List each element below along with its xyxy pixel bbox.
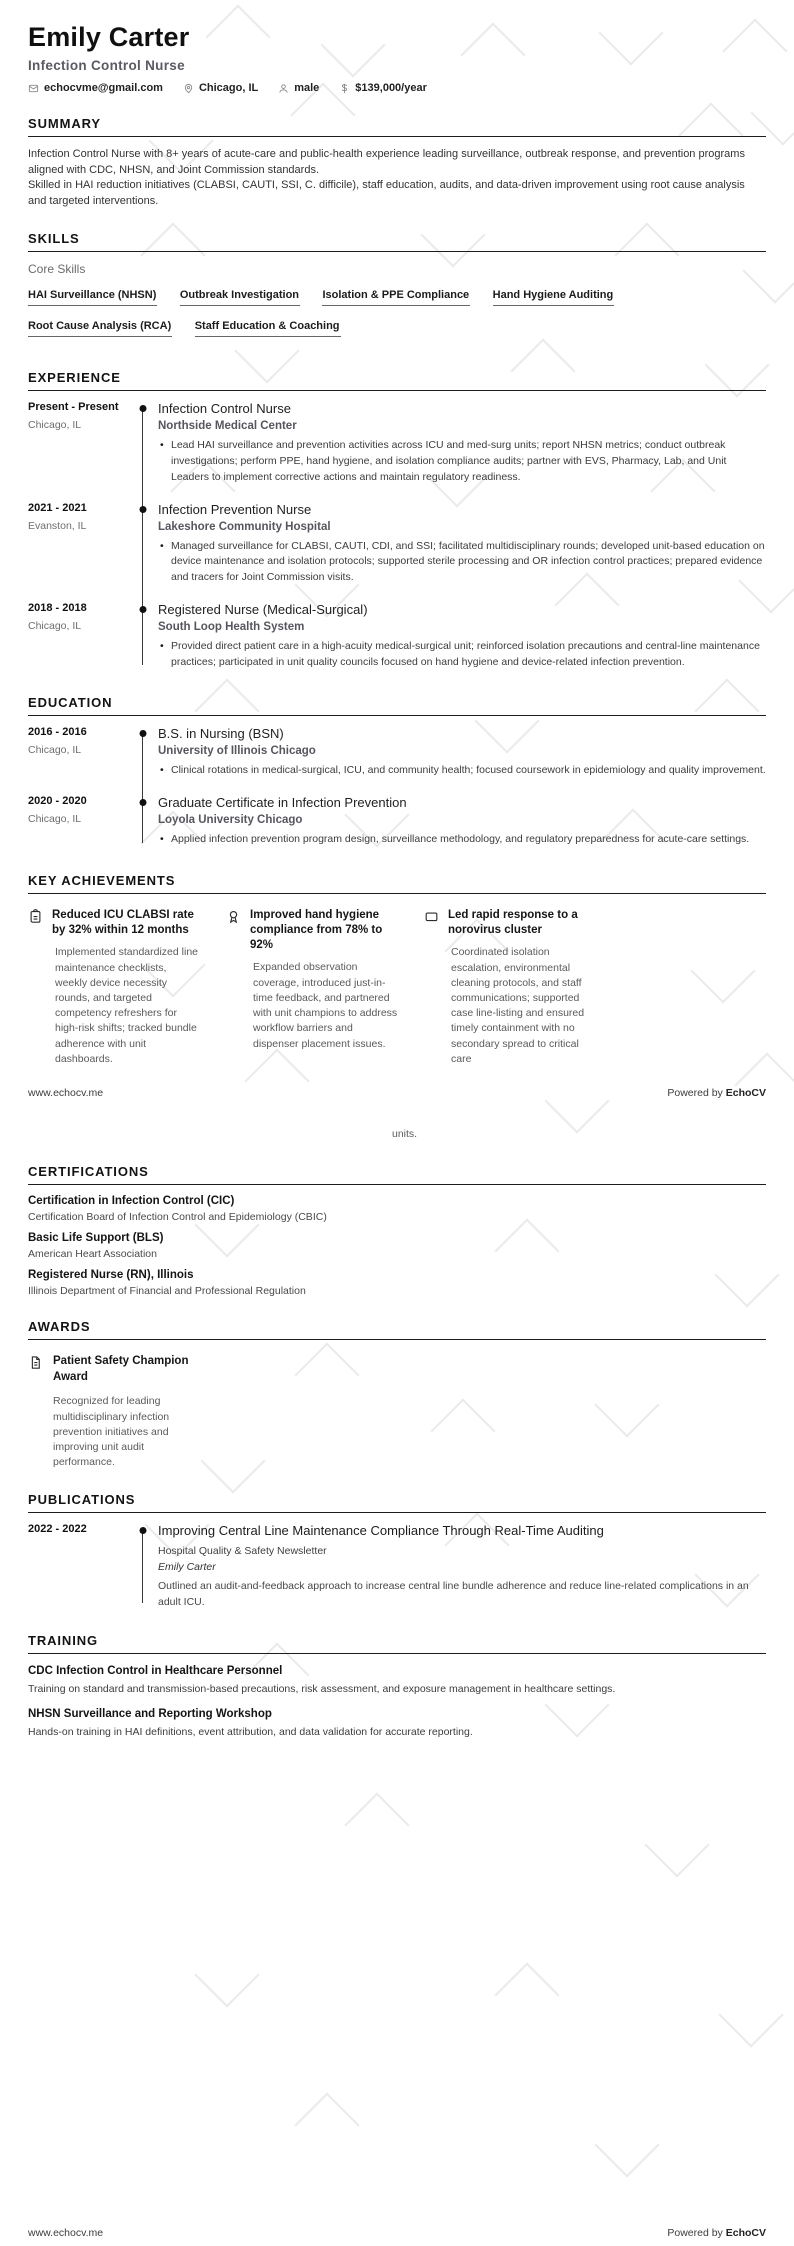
footer-site-link[interactable]: www.echocv.me — [28, 2227, 104, 2239]
training-description: Hands-on training in HAI definitions, event attribution, and data validation for accurate reporting. — [28, 1725, 473, 1738]
card-icon — [424, 908, 439, 929]
contact-location — [183, 82, 258, 94]
footer-powered-by[interactable] — [667, 1087, 766, 1099]
publications-heading: PUBLICATIONS — [28, 1492, 766, 1513]
skill-tag: Outbreak Investigation — [180, 290, 300, 306]
certification-issuer: Certification Board of Infection Control and Epidemiology (CBIC) — [28, 1211, 327, 1224]
contact-salary — [339, 82, 427, 94]
certification-item — [28, 1195, 766, 1223]
certification-issuer: American Heart Association — [28, 1248, 157, 1261]
achievement-head — [28, 908, 200, 938]
entry-bullets — [158, 832, 766, 848]
contact-gender-text: male — [294, 82, 320, 94]
skills-tag-list — [28, 286, 766, 348]
award-body — [53, 1354, 221, 1470]
publication-description: Outlined an audit-and-feedback approach to increase central line bundle adherence and reduce line-related complications in an adult ICU. — [158, 1580, 749, 1609]
dollar-icon — [339, 83, 350, 94]
contact-email[interactable] — [28, 82, 163, 94]
entry-dates: 2022 - 2022 — [28, 1523, 87, 1536]
footer-brand: EchoCV — [725, 1087, 766, 1100]
certification-title: Basic Life Support (BLS) — [28, 1232, 164, 1245]
skills-group-label: Core Skills — [28, 262, 86, 277]
experience-timeline — [28, 401, 766, 673]
skill-tag: HAI Surveillance (NHSN) — [28, 290, 157, 306]
entry-bullets — [158, 438, 766, 485]
timeline-dot — [140, 730, 147, 737]
publication-venue: Hospital Quality & Safety Newsletter — [158, 1545, 327, 1558]
resume-header — [28, 22, 766, 94]
footer-site-link[interactable]: www.echocv.me — [28, 1087, 104, 1100]
institution-name: University of Illinois Chicago — [158, 745, 316, 758]
awards-heading: AWARDS — [28, 1319, 766, 1340]
candidate-job-title: Infection Control Nurse — [28, 58, 185, 73]
footer-brand: EchoCV — [725, 2227, 766, 2239]
timeline-gutter — [128, 401, 158, 488]
entry-location: Evanston, IL — [28, 519, 87, 532]
certification-issuer: Illinois Department of Financial and Professional Regulation — [28, 1285, 306, 1298]
chevron-watermark-icon — [194, 1942, 259, 2007]
certification-title: Certification in Infection Control (CIC) — [28, 1195, 235, 1208]
entry-dates: 2016 - 2016 — [28, 726, 87, 739]
entry-date-block — [28, 726, 128, 782]
certifications-heading: CERTIFICATIONS — [28, 1164, 766, 1185]
page-footer — [28, 2227, 766, 2239]
entry-dates: 2020 - 2020 — [28, 795, 87, 808]
footer-powered-by[interactable] — [667, 2227, 766, 2239]
training-heading: TRAINING — [28, 1633, 766, 1654]
timeline-dot — [140, 405, 147, 412]
skill-tag: Isolation & PPE Compliance — [322, 290, 470, 306]
training-item — [28, 1665, 766, 1697]
entry-body — [158, 795, 766, 851]
achievement-item — [226, 908, 398, 1067]
entry-dates: Present - Present — [28, 401, 119, 414]
certificate-icon — [28, 1354, 43, 1470]
bullet-item: • Provided direct patient care in a high-acuity medical-surgical unit; reinforced isolation precautions and central-line maintenance practices; participated in unit quality councils focused on hand hygiene and device-related infection prevention. — [158, 639, 766, 671]
certification-item — [28, 1269, 766, 1297]
timeline-dot — [140, 1527, 147, 1534]
company-name: South Loop Health System — [158, 620, 305, 633]
experience-entry — [28, 502, 766, 589]
entry-body — [158, 1523, 766, 1610]
page-footer — [28, 1087, 766, 1099]
section-awards — [28, 1319, 766, 1470]
achievement-description: Expanded observation coverage, introduced just-in-time feedback, and partnered with unit champions to address workflow barriers and dispenser placement issues. — [253, 961, 398, 1050]
entry-date-block — [28, 795, 128, 851]
degree-title: B.S. in Nursing (BSN) — [158, 726, 284, 742]
candidate-name: Emily Carter — [28, 22, 190, 52]
timeline-dot — [140, 799, 147, 806]
timeline-dot — [140, 606, 147, 613]
achievement-item — [424, 908, 596, 1067]
entry-body — [158, 401, 766, 488]
experience-heading: EXPERIENCE — [28, 370, 766, 391]
experience-entry — [28, 401, 766, 488]
skill-tag: Root Cause Analysis (RCA) — [28, 321, 172, 337]
entry-location: Chicago, IL — [28, 813, 82, 826]
mail-icon — [28, 83, 39, 94]
footer-powered-by-text: Powered by — [667, 2227, 723, 2239]
training-title: NHSN Surveillance and Reporting Workshop — [28, 1707, 272, 1720]
publications-timeline — [28, 1523, 766, 1610]
entry-location: Chicago, IL — [28, 744, 82, 757]
section-training — [28, 1633, 766, 1740]
certification-item — [28, 1232, 766, 1260]
job-title: Registered Nurse (Medical-Surgical) — [158, 601, 368, 617]
timeline-gutter — [128, 602, 158, 674]
timeline-gutter — [128, 1523, 158, 1610]
contact-salary-text: $139,000/year — [355, 82, 427, 94]
education-timeline — [28, 726, 766, 851]
publication-entry — [28, 1523, 766, 1610]
entry-date-block — [28, 401, 128, 488]
entry-dates: 2018 - 2018 — [28, 601, 87, 614]
entry-location: Chicago, IL — [28, 619, 82, 632]
publication-author: Emily Carter — [158, 1561, 216, 1574]
skill-tag: Hand Hygiene Auditing — [493, 290, 615, 306]
skills-heading: SKILLS — [28, 231, 766, 252]
entry-date-block — [28, 1523, 128, 1610]
skill-tag: Staff Education & Coaching — [195, 321, 341, 337]
chevron-watermark-icon — [294, 2092, 359, 2157]
education-entry — [28, 795, 766, 851]
summary-paragraph: Infection Control Nurse with 8+ years of acute-care and public-health experience leading surveillance, outbreak response, and prevention programs aligned with CDC, NHSN, and Joint Commission standards. — [28, 148, 745, 176]
achievement-head — [226, 908, 398, 954]
education-entry — [28, 726, 766, 782]
award-item — [28, 1354, 766, 1470]
training-title: CDC Infection Control in Healthcare Personnel — [28, 1664, 283, 1677]
achievement-overflow-text: units. — [392, 1128, 418, 1141]
achievement-title: Led rapid response to a norovirus cluster — [448, 908, 578, 937]
entry-bullets — [158, 639, 766, 671]
publication-title: Improving Central Line Maintenance Compliance Through Real-Time Auditing — [158, 1523, 604, 1539]
clipboard-icon — [28, 908, 43, 929]
timeline-dot — [140, 506, 147, 513]
certification-title: Registered Nurse (RN), Illinois — [28, 1269, 194, 1282]
entry-body — [158, 726, 766, 782]
section-key-achievements — [28, 873, 766, 1067]
summary-paragraph: Skilled in HAI reduction initiatives (CLABSI, CAUTI, SSI, C. difficile), staff education, audits, and data-driven improvement using root cause analysis and targeted interventions. — [28, 179, 745, 207]
achievements-heading: KEY ACHIEVEMENTS — [28, 873, 766, 894]
entry-body — [158, 602, 766, 674]
entry-location: Chicago, IL — [28, 419, 82, 432]
timeline-gutter — [128, 726, 158, 782]
entry-bullets — [158, 763, 766, 779]
achievement-title: Reduced ICU CLABSI rate by 32% within 12 months — [52, 908, 194, 937]
award-description: Recognized for leading multidisciplinary infection prevention initiatives and improving unit audit performance. — [53, 1395, 170, 1469]
section-publications — [28, 1492, 766, 1610]
contact-email-text: echocvme@gmail.com — [44, 82, 163, 94]
entry-date-block — [28, 502, 128, 589]
ribbon-icon — [226, 908, 241, 929]
entry-bullets — [158, 539, 766, 586]
contact-location-text: Chicago, IL — [198, 82, 259, 94]
achievements-row — [28, 908, 766, 1067]
achievement-title: Improved hand hygiene compliance from 78% to 92% — [250, 908, 383, 952]
summary-heading: SUMMARY — [28, 116, 766, 137]
institution-name: Loyola University Chicago — [158, 814, 303, 827]
training-item — [28, 1708, 766, 1740]
company-name: Lakeshore Community Hospital — [158, 520, 331, 533]
chevron-watermark-icon — [344, 1792, 409, 1857]
education-heading: EDUCATION — [28, 695, 766, 716]
section-experience — [28, 370, 766, 673]
section-education — [28, 695, 766, 851]
chevron-watermark-icon — [644, 1812, 709, 1877]
chevron-watermark-icon — [594, 2112, 659, 2177]
timeline-gutter — [128, 502, 158, 589]
achievement-description: Implemented standardized line maintenance checklists, weekly device necessity rounds, and targeted competency refreshers for high-risk shifts; tracked bundle adherence with unit dashboards. — [55, 946, 199, 1065]
entry-dates: 2021 - 2021 — [28, 501, 87, 514]
bullet-item: • Applied infection prevention program design, surveillance methodology, and regulatory preparedness for acute-care settings. — [158, 832, 766, 848]
job-title: Infection Control Nurse — [158, 401, 291, 417]
section-summary — [28, 116, 766, 209]
experience-entry — [28, 602, 766, 674]
company-name: Northside Medical Center — [158, 420, 297, 433]
entry-date-block — [28, 602, 128, 674]
achievement-item — [28, 908, 200, 1067]
section-certifications — [28, 1164, 766, 1297]
person-icon — [278, 83, 289, 94]
chevron-watermark-icon — [718, 1982, 783, 2047]
degree-title: Graduate Certificate in Infection Prevention — [158, 795, 407, 811]
contact-row — [28, 82, 766, 94]
training-description: Training on standard and transmission-based precautions, risk assessment, and exposure management in healthcare settings. — [28, 1682, 616, 1695]
award-title: Patient Safety Champion Award — [53, 1355, 189, 1383]
chevron-watermark-icon — [494, 1962, 559, 2027]
timeline-gutter — [128, 795, 158, 851]
bullet-item: • Clinical rotations in medical-surgical, ICU, and community health; focused coursework in epidemiology and quality improvement. — [158, 763, 766, 779]
achievement-description: Coordinated isolation escalation, environmental cleaning protocols, and staff communications; supported case line-listing and ensured timely containment with no secondary spread to critical care — [451, 946, 585, 1065]
footer-powered-by-text: Powered by — [667, 1087, 723, 1100]
bullet-item: • Lead HAI surveillance and prevention activities across ICU and med-surg units; report NHSN metrics; conduct outbreak investigations; perform PPE, hand hygiene, and isolation compliance audits; partner with EVS, Pharmacy, Lab, and Unit Leaders to implement corrective actions and maintain regulatory readiness. — [158, 438, 766, 485]
contact-gender — [278, 82, 319, 94]
entry-body — [158, 502, 766, 589]
job-title: Infection Prevention Nurse — [158, 501, 312, 517]
achievement-head — [424, 908, 596, 938]
location-pin-icon — [183, 83, 194, 94]
section-skills — [28, 231, 766, 348]
bullet-item: • Managed surveillance for CLABSI, CAUTI, CDI, and SSI; facilitated multidisciplinary rounds; developed unit-based education on device maintenance and isolation protocols; supported sterile processing and OR infection control practices; prepared evidence and tracers for Joint Commission visits. — [158, 539, 766, 586]
